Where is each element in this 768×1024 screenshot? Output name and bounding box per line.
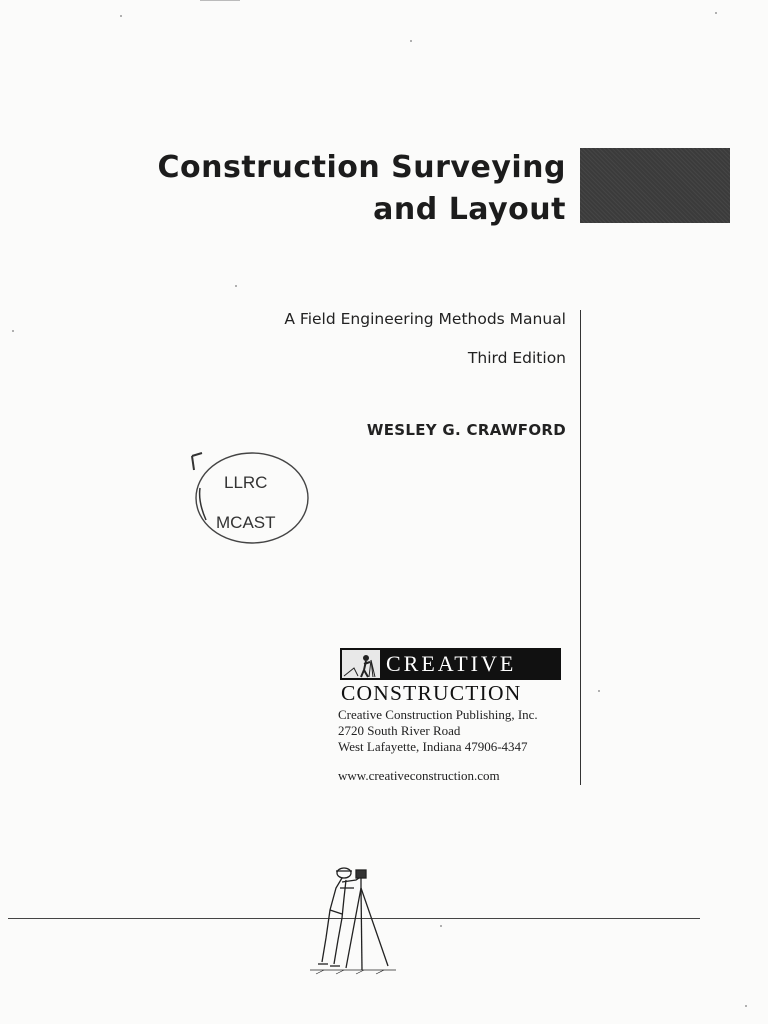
book-title-line-2: and Layout [373, 192, 566, 227]
dust-speck [598, 690, 600, 692]
dust-speck [120, 15, 122, 17]
stamp-line-2: MCAST [216, 513, 276, 532]
publisher-website: www.creativeconstruction.com [338, 768, 500, 783]
dust-speck [235, 285, 237, 287]
dust-speck [715, 12, 717, 14]
publisher-street: 2720 South River Road [338, 723, 461, 738]
library-stamp [188, 450, 313, 550]
surveyor-illustration [296, 858, 406, 978]
decorative-dark-block [580, 148, 730, 223]
publisher-city: West Lafayette, Indiana 47906-4347 [338, 739, 528, 754]
publisher-logo-icon [342, 650, 380, 678]
publisher-company: Creative Construction Publishing, Inc. [338, 707, 538, 722]
publisher-logo-line-2: CONSTRUCTION [341, 681, 522, 705]
dust-speck [745, 1005, 747, 1007]
stamp-line-1: LLRC [224, 473, 268, 492]
scan-mark [200, 0, 240, 1]
dust-speck [12, 330, 14, 332]
book-title-line-1: Construction Surveying [157, 150, 566, 185]
edition-label: Third Edition [467, 349, 566, 367]
book-subtitle: A Field Engineering Methods Manual [284, 310, 566, 328]
vertical-rule [580, 310, 581, 785]
publisher-logo-line-1: CREATIVE [386, 651, 517, 676]
dust-speck [440, 925, 442, 927]
author-name: WESLEY G. CRAWFORD [366, 421, 566, 439]
dust-speck [410, 40, 412, 42]
